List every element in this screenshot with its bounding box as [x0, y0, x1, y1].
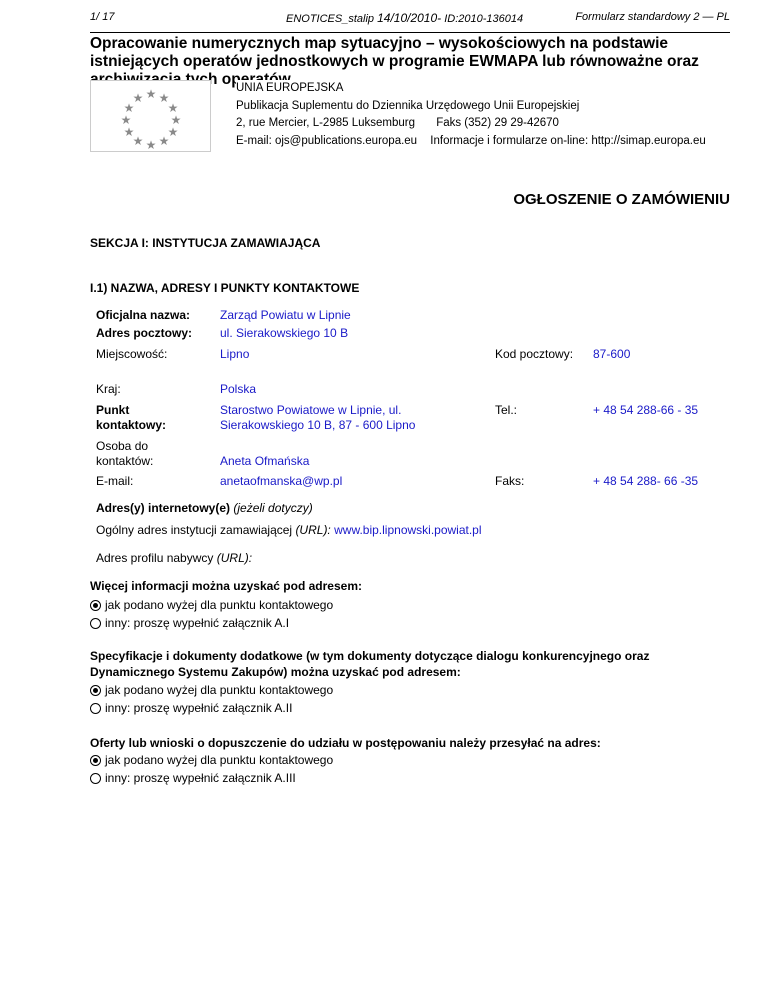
city-label: Miejscowość: [96, 347, 168, 361]
eu-address: 2, rue Mercier, L-2985 Luksemburg [236, 117, 415, 129]
phone-value: + 48 54 288-66 - 35 [593, 403, 699, 417]
eu-flag-logo [90, 80, 211, 152]
official-name-label: Oficjalna nazwa: [96, 308, 191, 322]
offers-question: Oferty lub wnioski o dopuszczenie do udziału w postępowaniu należy przesyłać na adres: [90, 736, 601, 750]
more-info-option-2-label: inny: proszę wypełnić załącznik A.I [105, 616, 290, 630]
contact-point-label: Punkt kontaktowy: [96, 403, 167, 432]
section-heading: SEKCJA I: INSTYTUCJA ZAMAWIAJĄCA [90, 236, 321, 250]
general-address-url-note: (URL): [295, 523, 331, 537]
specs-option-1-label: jak podano wyżej dla punktu kontaktowego [105, 683, 334, 697]
more-info-option-1-label: jak podano wyżej dla punktu kontaktowego [105, 598, 334, 612]
svg-text:★: ★ [167, 101, 179, 115]
eu-publication: Publikacja Suplementu do Dziennika Urzędowego Unii Europejskiej [236, 99, 580, 112]
radio-unselected-icon[interactable] [90, 703, 101, 714]
internet-heading [96, 501, 313, 516]
country-value: Polska [220, 382, 257, 396]
general-address-label: Ogólny adres instytucji zamawiającej [96, 523, 293, 537]
star-icon: ★ [145, 87, 157, 101]
eu-contact-line [236, 133, 706, 151]
page-number: 1/ 17 [90, 11, 115, 23]
document-title: Opracowanie numerycznych map sytuacyjno – wysokościowych na podstawie istniejących operatów jednostkowych w programie EWMAPA lub równoważne oraz [90, 35, 699, 70]
buyer-profile-row [96, 551, 252, 566]
svg-text:★: ★ [123, 101, 135, 115]
specs-question: Specyfikacje i dokumenty dodatkowe (w tym dokumenty dotyczące dialogu konkurencyjnego oraz Dynamicznego Systemu Zakupów) można uzyskać pod adresem: [90, 649, 650, 679]
eu-name: UNIA EUROPEJSKA [236, 82, 344, 94]
offers-option-2-label: inny: proszę wypełnić załącznik A.III [105, 771, 296, 785]
official-name-value: Zarząd Powiatu w Lipnie [220, 308, 351, 322]
eu-email: E-mail: ojs@publications.europa.eu [236, 134, 418, 147]
subsection-heading: I.1) NAZWA, ADRESY I PUNKTY KONTAKTOWE [90, 281, 360, 295]
doc-date: 14/10/2010- [377, 11, 442, 25]
buyer-profile-url-note: (URL): [216, 551, 253, 565]
contact-point-value: Starostwo Powiatowe w Lipnie, ul. Sierakowskiego 10 B, 87 - 600 Lipno [220, 403, 416, 432]
postal-address-label: Adres pocztowy: [96, 326, 193, 340]
offers-option-1[interactable] [90, 753, 333, 767]
country-label: Kraj: [96, 382, 121, 396]
buyer-profile-label: Adres profilu nabywcy [96, 551, 214, 565]
eu-publisher-info [236, 80, 706, 150]
general-address-row [96, 523, 482, 538]
internet-heading-text: Adres(y) internetowy(e) [96, 501, 231, 515]
eu-address-line [236, 115, 706, 133]
contact-person-value: Aneta Ofmańska [220, 454, 310, 468]
eu-online-link[interactable]: Informacje i formularze on-line: http://simap.europa.eu [430, 134, 706, 147]
svg-text:★: ★ [158, 91, 170, 105]
doc-prefix: ENOTICES_stalip [286, 13, 375, 25]
radio-selected-icon[interactable] [90, 600, 101, 611]
specs-option-1[interactable] [90, 683, 333, 697]
postal-address-value: ul. Sierakowskiego 10 B [220, 326, 349, 340]
doc-reference [286, 11, 523, 25]
email-label: E-mail: [96, 474, 134, 488]
postcode-label: Kod pocztowy: [495, 347, 574, 361]
form-type: Formularz standardowy 2 — PL [575, 11, 730, 23]
svg-text:★: ★ [170, 113, 182, 127]
phone-label: Tel.: [495, 403, 518, 417]
fax-label: Faks: [495, 474, 525, 488]
postcode-value: 87-600 [593, 347, 631, 361]
specs-option-2[interactable] [90, 701, 292, 715]
radio-unselected-icon[interactable] [90, 618, 101, 629]
fax-value: + 48 54 288- 66 -35 [593, 474, 699, 488]
offers-option-1-label: jak podano wyżej dla punktu kontaktowego [105, 753, 334, 767]
city-value: Lipno [220, 347, 250, 361]
radio-unselected-icon[interactable] [90, 773, 101, 784]
notice-title: OGŁOSZENIE O ZAMÓWIENIU [513, 191, 730, 208]
more-info-option-1[interactable] [90, 598, 333, 612]
svg-text:★: ★ [167, 125, 179, 139]
svg-text:★: ★ [123, 125, 135, 139]
specs-option-2-label: inny: proszę wypełnić załącznik A.II [105, 701, 293, 715]
offers-option-2[interactable] [90, 771, 296, 785]
general-address-url[interactable]: www.bip.lipnowski.powiat.pl [334, 523, 482, 537]
doc-id: ID:2010-136014 [444, 13, 524, 25]
internet-heading-note: (jeżeli dotyczy) [233, 501, 313, 515]
more-info-question: Więcej informacji można uzyskać pod adresem: [90, 579, 362, 593]
radio-selected-icon[interactable] [90, 685, 101, 696]
radio-selected-icon[interactable] [90, 755, 101, 766]
email-value[interactable]: anetaofmanska@wp.pl [220, 474, 343, 488]
svg-text:★: ★ [145, 138, 157, 152]
header-divider [90, 32, 730, 33]
eu-fax: Faks (352) 29 29-42670 [436, 117, 559, 129]
svg-text:★: ★ [132, 134, 144, 148]
contact-person-label: Osoba do kontaktów: [96, 439, 154, 468]
svg-text:★: ★ [120, 113, 132, 127]
svg-text:★: ★ [158, 134, 170, 148]
svg-text:★: ★ [132, 91, 144, 105]
more-info-option-2[interactable] [90, 616, 289, 630]
